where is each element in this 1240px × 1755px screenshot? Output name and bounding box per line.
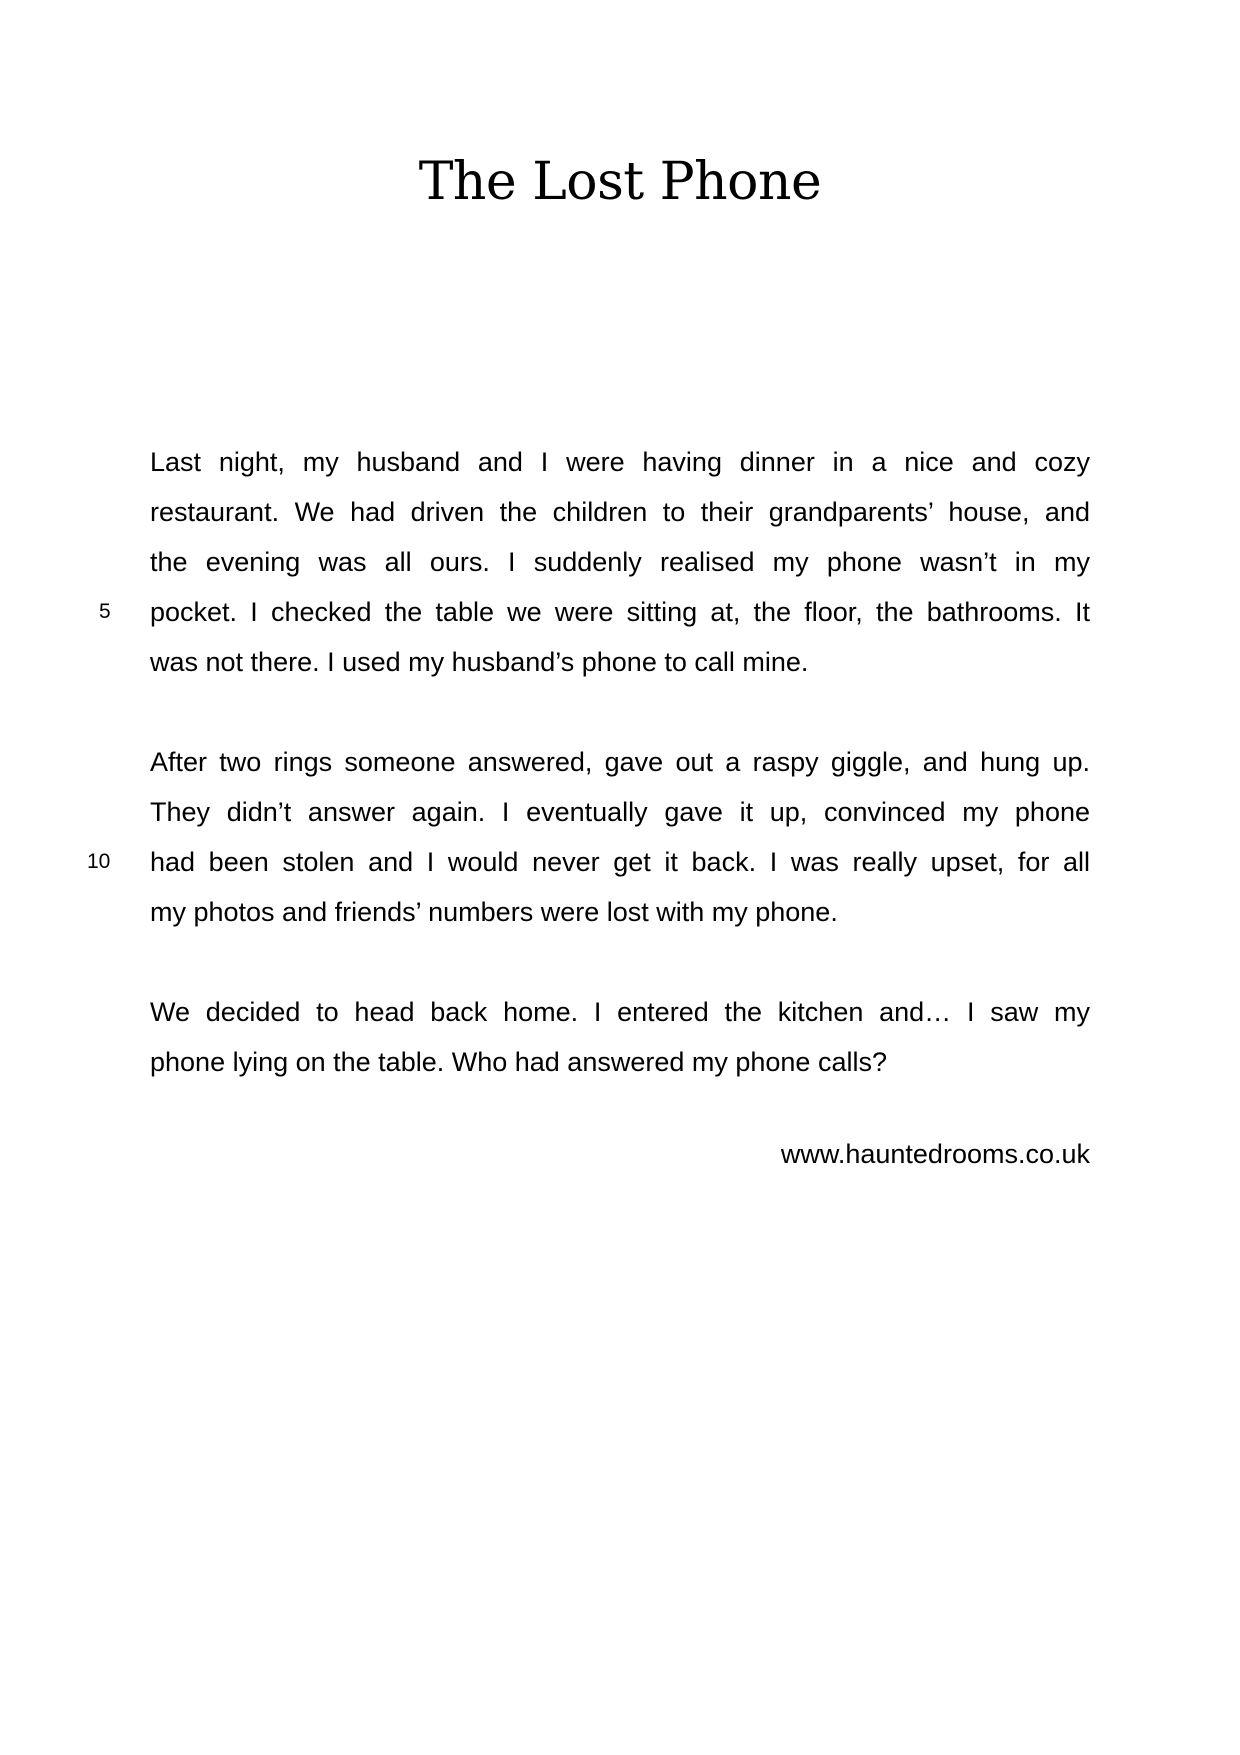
text-line: pocket. I checked the table we were sitting at, the floor, the bathrooms. It (150, 597, 1090, 627)
text-line: my photos and friends’ numbers were lost with my phone. (150, 897, 838, 927)
line-number-10: 10 (87, 850, 111, 873)
text-line: After two rings someone answered, gave out a raspy giggle, and hung up. (150, 747, 1090, 777)
text-line: They didn’t answer again. I eventually gave it up, convinced my phone (150, 797, 1090, 827)
text-line: was not there. I used my husband’s phone to call mine. (150, 647, 809, 677)
source-url: www.hauntedrooms.co.uk (780, 1139, 1090, 1169)
line-number-5: 5 (99, 600, 111, 623)
text-line: had been stolen and I would never get it back. I was really upset, for all (150, 847, 1090, 877)
text-line: the evening was all ours. I suddenly realised my phone wasn’t in my (150, 547, 1090, 577)
text-line: We decided to head back home. I entered the kitchen and… I saw my (150, 997, 1090, 1027)
text-line: Last night, my husband and I were having dinner in a nice and cozy (150, 447, 1090, 477)
page-title: The Lost Phone (418, 152, 822, 212)
text-line: phone lying on the table. Who had answered my phone calls? (150, 1047, 887, 1077)
text-line: restaurant. We had driven the children to their grandparents’ house, and (150, 497, 1090, 527)
